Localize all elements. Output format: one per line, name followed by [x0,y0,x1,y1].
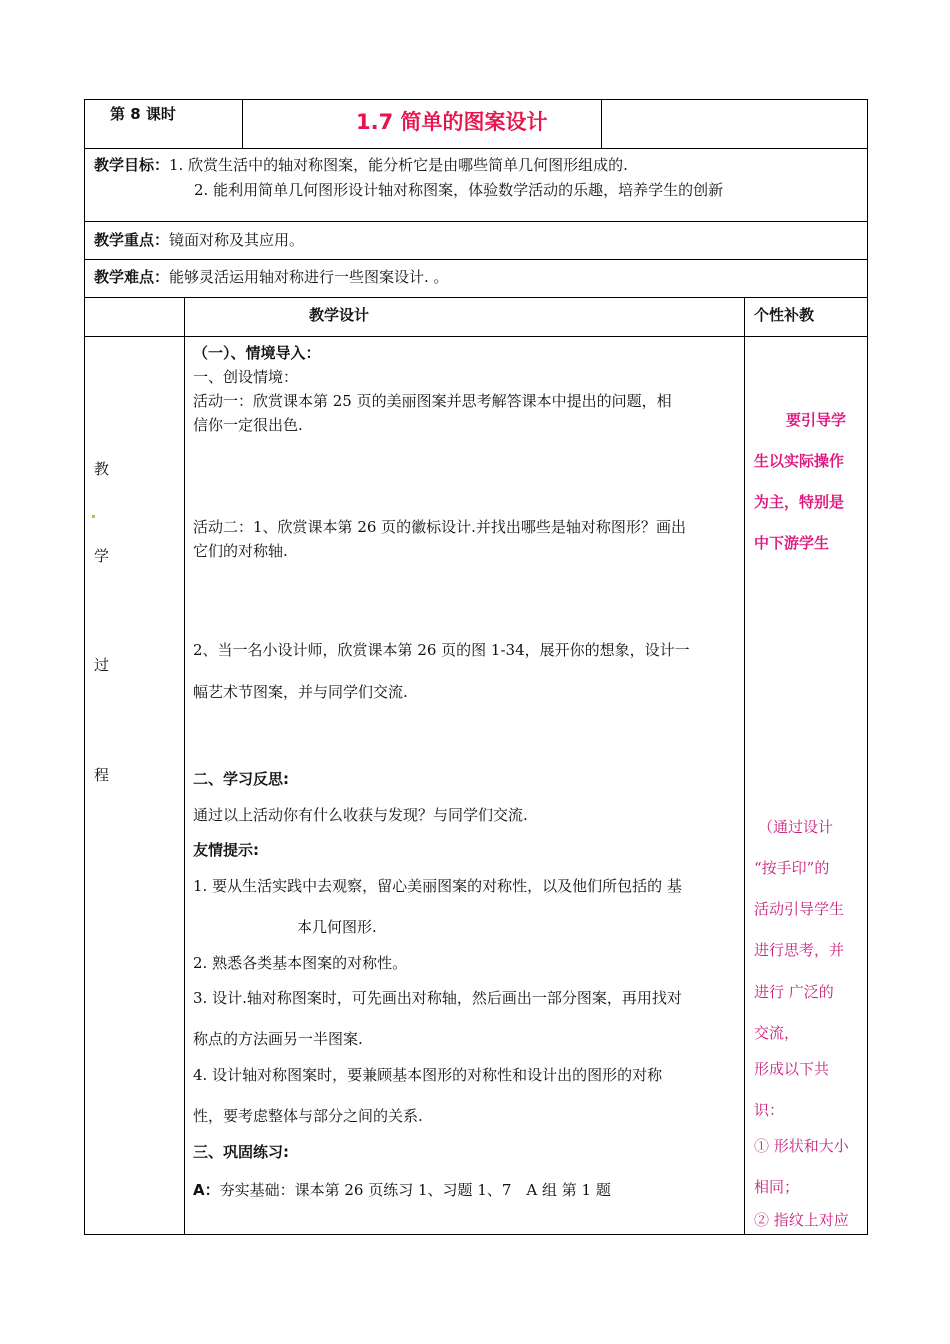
lesson-number: 第 8 课时 [110,105,176,123]
sub1-heading: 一、创设情境： [193,368,299,386]
note-line-2: “按手印”的 [754,859,830,877]
side-label-3: 过 [94,656,110,674]
section2-heading: 二、学习反思: [193,770,289,788]
activity2-line-c: 2、当一名小设计师，欣赏课本第 26 页的图 1-34，展开你的想象，设计一 [193,641,690,659]
key-point-row [94,230,304,250]
difficulty-text: 能够灵活运用轴对称进行一些图案设计. 。 [169,268,449,286]
column-personal: 个性补教 [754,306,815,324]
note-line-9: ① 形状和大小 [754,1137,849,1155]
tip4-line-b: 性，要考虑整体与部分之间的关系. [193,1107,423,1125]
activity1-line-b: 信你一定很出色. [193,416,303,434]
tip1-line-a: 1. 要从生活实践中去观察，留心美丽图案的对称性，以及他们所包括的 基 [193,877,682,895]
note-line-3: 活动引导学生 [754,900,845,918]
border-row3 [84,259,868,260]
border-row5 [84,336,868,337]
tip3-line-b: 称点的方法画另一半图案. [193,1030,363,1048]
note-line-10: 相同； [754,1178,800,1196]
note-line-4: 进行思考，并 [754,941,845,959]
border-col-left [184,297,185,1235]
activity1-line-a: 活动一：欣赏课本第 25 页的美丽图案并思考解答课本中提出的问题，相 [193,392,672,410]
section1-heading: （一）、情境导入： [193,344,321,362]
note-line-1: （通过设计 [758,818,834,836]
tips-label: 友情提示: [193,841,259,859]
side-label-2: 学 [94,547,110,565]
note-bold-2: 生以实际操作 [754,452,845,470]
note-line-6: 交流， [754,1024,800,1042]
goals-line2: 2. 能利用简单几何图形设计轴对称图案，体验数学活动的乐趣，培养学生的创新 [194,181,724,199]
border-header-v1 [242,99,243,148]
side-label-4: 程 [94,766,110,784]
border-left [84,99,85,1235]
difficulty-label: 教学难点： [94,268,170,286]
border-row2 [84,221,868,222]
note-bold-4: 中下游学生 [754,534,830,552]
side-label-1: 教 [94,460,110,478]
key-point-text: 镜面对称及其应用。 [169,231,305,249]
tip2: 2. 熟悉各类基本图案的对称性。 [193,954,408,972]
reflect-text: 通过以上活动你有什么收获与发现？与同学们交流. [193,806,528,824]
goals-label: 教学目标： [94,156,170,174]
note-line-11: ② 指纹上对应 [754,1211,849,1229]
note-bold-1: 要引导学 [786,411,847,429]
difficulty-row [94,267,449,287]
border-right [867,99,868,1235]
goals-line1: 1. 欣赏生活中的轴对称图案，能分析它是由哪些简单几何图形组成的. [169,156,628,174]
note-bold-3: 为主，特别是 [754,493,845,511]
tip3-line-a: 3. 设计.轴对称图案时，可先画出对称轴，然后画出一部分图案，再用找对 [193,989,682,1007]
note-line-7: 形成以下共 [754,1060,830,1078]
section3-heading: 三、巩固练习: [193,1143,289,1161]
border-header-v2 [601,99,602,148]
page-title: 1.7 简单的图案设计 [356,110,548,134]
goals-row [94,155,628,175]
tip1-line-b: 本几何图形. [297,918,377,936]
practice-label: A： [193,1181,220,1199]
note-line-8: 识： [754,1101,785,1119]
border-bottom [84,1234,868,1235]
activity2-line-a: 活动二：1、欣赏课本第 26 页的徽标设计.并找出哪些是轴对称图形？画出 [193,518,686,536]
border-col-right [744,297,745,1235]
border-top [84,99,868,100]
key-point-label: 教学重点： [94,231,170,249]
practice-row [193,1180,611,1200]
column-design: 教学设计 [309,306,370,324]
note-line-5: 进行 广泛的 [754,983,834,1001]
activity2-line-b: 它们的对称轴. [193,542,288,560]
practice-text: 夯实基础：课本第 26 页练习 1、习题 1、7 A 组 第 1 题 [219,1181,611,1199]
mark-dot [92,515,95,518]
border-row1 [84,148,868,149]
activity2-line-d: 幅艺术节图案，并与同学们交流. [193,683,408,701]
border-row4 [84,297,868,298]
tip4-line-a: 4. 设计轴对称图案时，要兼顾基本图形的对称性和设计出的图形的对称 [193,1066,663,1084]
